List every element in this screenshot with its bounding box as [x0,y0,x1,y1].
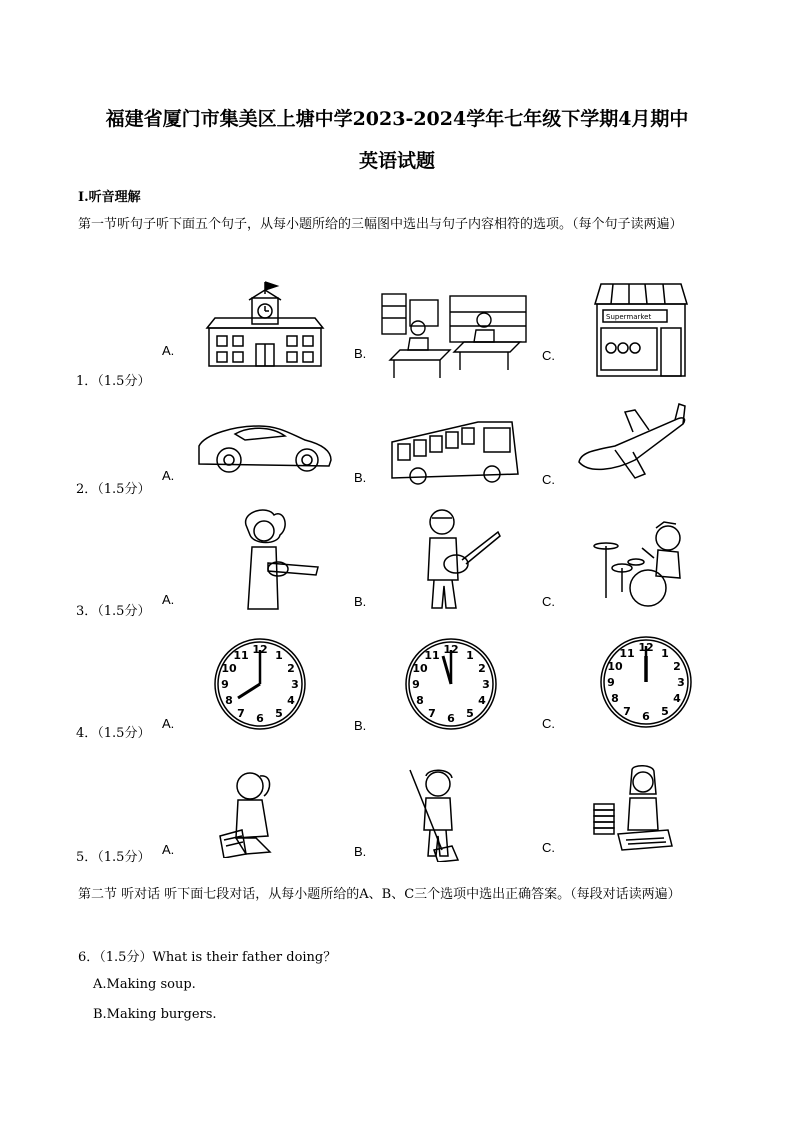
q3-option-a: A. [162,592,175,607]
q5-option-a: A. [162,842,175,857]
question-5-label: 5．（1.5分） [76,850,151,865]
question-2-label: 2．（1.5分） [76,482,151,497]
question-6-text: What is their father doing？ [152,950,337,965]
q5-option-b: B. [354,844,367,859]
part1-instructions: 第一节听句子听下面五个句子，从每小题所给的三幅图中选出与句子内容相符的选项。（每个句子读两遍） [78,217,683,232]
svg-text:4: 4 [673,692,681,705]
bus-icon [388,418,520,486]
svg-text:5: 5 [466,707,474,720]
question-6 [78,946,336,965]
document-title-line2: 英语试题 [358,150,435,172]
svg-text:8: 8 [225,694,233,707]
svg-text:11: 11 [233,649,249,662]
svg-text:4: 4 [287,694,295,707]
airplane-icon [575,402,693,484]
svg-text:6: 6 [642,710,650,723]
svg-text:8: 8 [611,692,619,705]
svg-text:4: 4 [478,694,486,707]
q3-option-b: B. [354,594,367,609]
svg-text:9: 9 [221,678,229,691]
q6-answer-b: B.Making burgers. [93,1007,217,1022]
q5-option-c: C. [542,840,555,855]
girl-sweeping-icon [408,766,468,862]
svg-text:1: 1 [661,647,669,660]
svg-text:7: 7 [428,707,436,720]
svg-text:12: 12 [252,643,268,656]
svg-text:5: 5 [661,705,669,718]
violin-player-icon [228,505,322,611]
clock-eight-icon [212,636,308,732]
school-building-icon [205,280,325,370]
svg-text:11: 11 [619,647,635,660]
q6-answer-a: A.Making soup. [93,977,196,992]
girl-writing-icon [592,764,674,854]
girl-reading-icon [216,766,286,858]
clock-twelve-icon [598,634,694,730]
svg-text:1: 1 [275,649,283,662]
svg-text:8: 8 [416,694,424,707]
svg-text:7: 7 [623,705,631,718]
q1-option-c: C. [542,348,555,363]
svg-text:11: 11 [424,649,440,662]
q4-option-a: A. [162,716,175,731]
q1-option-b: B. [354,346,367,361]
q2-option-a: A. [162,468,175,483]
q2-option-b: B. [354,470,367,485]
q4-option-b: B. [354,718,367,733]
q2-option-c: C. [542,472,555,487]
svg-text:12: 12 [443,643,459,656]
svg-text:2: 2 [287,662,295,675]
svg-text:Supermarket: Supermarket [606,313,652,321]
question-4-label: 4．（1.5分） [76,726,151,741]
supermarket-icon [593,282,689,378]
svg-text:3: 3 [677,676,685,689]
section-heading: I.听音理解 [78,190,141,205]
svg-text:12: 12 [638,641,654,654]
svg-text:5: 5 [275,707,283,720]
svg-text:9: 9 [412,678,420,691]
sports-car-icon [195,416,335,476]
svg-text:1: 1 [466,649,474,662]
svg-text:9: 9 [607,676,615,689]
svg-text:10: 10 [412,662,428,675]
svg-text:6: 6 [447,712,455,725]
library-study-icon [380,290,530,380]
svg-text:2: 2 [478,662,486,675]
svg-text:3: 3 [291,678,299,691]
svg-text:3: 3 [482,678,490,691]
svg-text:10: 10 [607,660,623,673]
drummer-icon [592,518,688,610]
svg-text:7: 7 [237,707,245,720]
question-6-label: 6．（1.5分） [78,950,153,965]
q1-option-a: A. [162,343,175,358]
q3-option-c: C. [542,594,555,609]
svg-text:6: 6 [256,712,264,725]
question-1-label: 1．（1.5分） [76,374,151,389]
question-3-label: 3．（1.5分） [76,604,151,619]
svg-text:10: 10 [221,662,237,675]
part2-instructions: 第二节 听对话 听下面七段对话，从每小题所给的A、B、C三个选项中选出正确答案。（每段对话读两遍） [78,887,681,902]
q4-option-c: C. [542,716,555,731]
document-title-line1: 福建省厦门市集美区上塘中学2023-2024学年七年级下学期4月期中 [105,108,689,130]
svg-text:2: 2 [673,660,681,673]
guitar-player-icon [422,508,502,612]
clock-twelve-icon [403,636,499,732]
